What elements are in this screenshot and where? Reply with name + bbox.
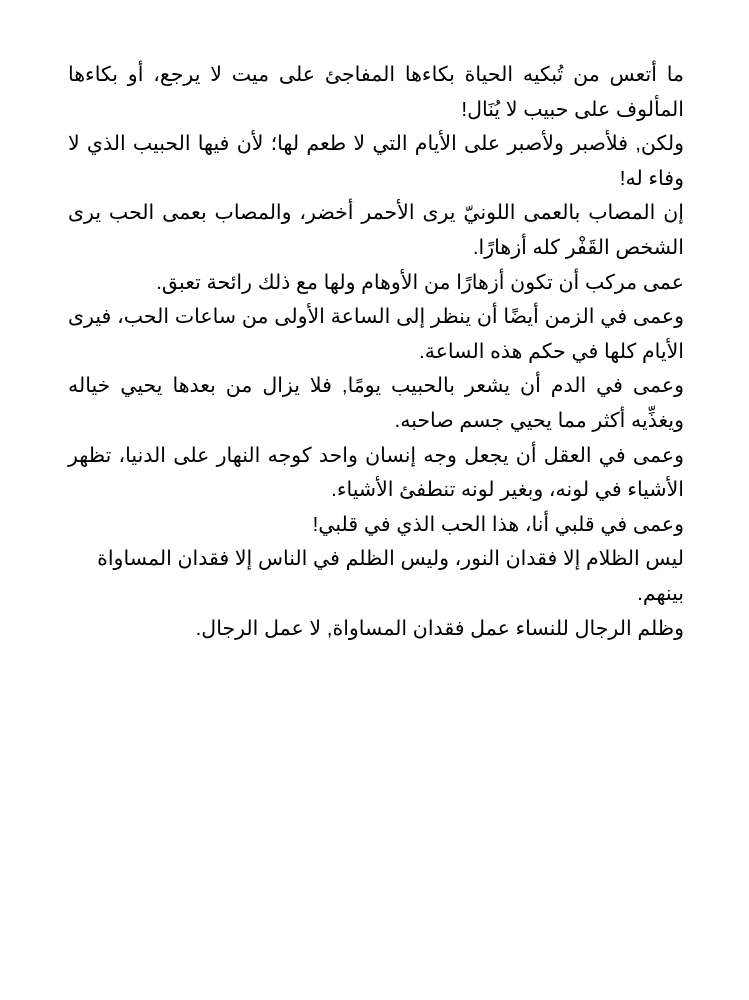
paragraph-4: عمى مركب أن تكون أزهارًا من الأوهام ولها مع ذلك رائحة تعبق. (156, 270, 684, 294)
paragraph-3: إن المصاب بالعمى اللونيّ يرى الأحمر أخضر، والمصاب بعمى الحب يرى الشخص القَفْر كله أزهارًا. (68, 201, 684, 259)
paragraph-10: وظلم الرجال للنساء عمل فقدان المساواة, لا عمل الرجال. (195, 616, 684, 640)
paragraph-8: وعمى في قلبي أنا، هذا الحب الذي في قلبي! (312, 512, 684, 536)
paragraph-6: وعمى في الدم أن يشعر بالحبيب يومًا, فلا يزال من بعدها يحيي خياله ويغذِّيه أكثر مما يحيي جسم صاحبه. (68, 374, 684, 432)
paragraph-7: وعمى في العقل أن يجعل وجه إنسان واحد كوجه النهار على الدنيا، تظهر الأشياء في لونه، وبغير لونه تنطفئ الأشياء. (68, 443, 684, 502)
paragraph-9: ليس الظلام إلا فقدان النور، وليس الظلم في الناس إلا فقدان المساواة بينهم. (97, 547, 684, 605)
paragraph-5: وعمى في الزمن أيضًا أن ينظر إلى الساعة الأولى من ساعات الحب، فيرى الأيام كلها في حكم هذه الساعة. (68, 305, 684, 363)
document-body (68, 58, 684, 646)
paragraph-1: ما أتعس من تُبكيه الحياة بكاءها المفاجئ على ميت لا يرجع، أو بكاءها المألوف على حبيب لا يُنَال! (68, 63, 684, 121)
paragraph-2: ولكن, فلأصبر ولأصبر على الأيام التي لا طعم لها؛ لأن فيها الحبيب الذي لا وفاء له! (68, 132, 684, 190)
